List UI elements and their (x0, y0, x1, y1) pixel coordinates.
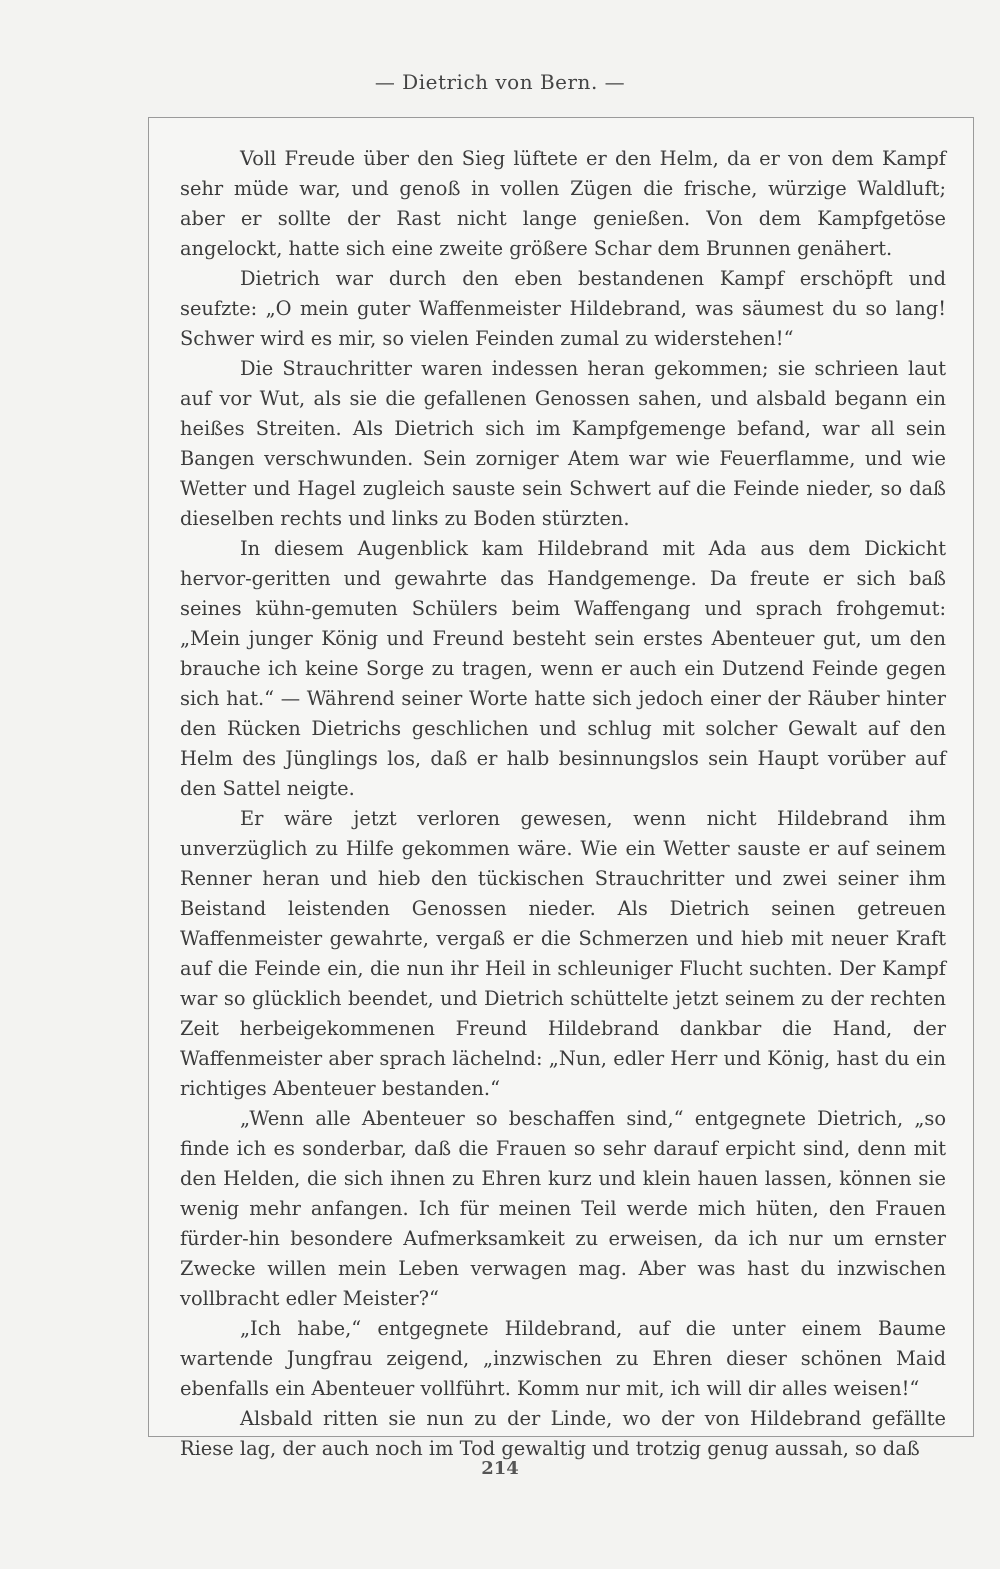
paragraph: Alsbald ritten sie nun zu der Linde, wo der von Hildebrand gefällte Riese lag, der auch noch im Tod gewaltig und trotzig genug aussah, so daß (180, 1407, 946, 1460)
paragraph: Er wäre jetzt verloren gewesen, wenn nicht Hildebrand ihm unverzüglich zu Hilfe gekommen wäre. Wie ein Wetter sauste er auf seinem Renner heran und hieb den tückischen Strauchritter und zwei seiner ihm Beistand leistenden Genossen nieder. Als Dietrich seinen getreuen Waffenmeister gewahrte, vergaß er die Schmerzen und hieb mit neuer Kraft auf die Feinde ein, die nun ihr Heil in schleuniger Flucht suchten. Der Kampf war so glücklich beendet, und Dietrich schüttelte jetzt seinem zu der rechten Zeit herbeigekommenen Freund Hildebrand dankbar die Hand, der Waffenmeister aber sprach lächelnd: „Nun, edler Herr und König, hast du ein richtiges Abenteuer bestanden.“ (180, 807, 946, 1100)
body-text (180, 144, 946, 1464)
paragraph: Die Strauchritter waren indessen heran gekommen; sie schrieen laut auf vor Wut, als sie die gefallenen Genossen sahen, und alsbald begann ein heißes Streiten. Als Dietrich sich im Kampfgemenge befand, war all sein Bangen verschwunden. Sein zorniger Atem war wie Feuerflamme, und wie Wetter und Hagel zugleich sauste sein Schwert auf die Feinde nieder, so daß dieselben rechts und links zu Boden stürzten. (180, 357, 946, 530)
page-number: 214 (481, 1458, 519, 1479)
paragraph: In diesem Augenblick kam Hildebrand mit Ada aus dem Dickicht hervor-geritten und gewahrte das Handgemenge. Da freute er sich baß seines kühn-gemuten Schülers beim Waffengang und sprach frohgemut: „Mein junger König und Freund besteht sein erstes Abenteuer gut, um den brauche ich keine Sorge zu tragen, wenn er auch ein Dutzend Feinde gegen sich hat.“ — Während seiner Worte hatte sich jedoch einer der Räuber hinter den Rücken Dietrichs geschlichen und schlug mit solcher Gewalt auf den Helm des Jünglings los, daß er halb besinnungslos sein Haupt vorüber auf den Sattel neigte. (180, 537, 946, 800)
paragraph: Voll Freude über den Sieg lüftete er den Helm, da er von dem Kampf sehr müde war, und genoß in vollen Zügen die frische, würzige Waldluft; aber er sollte der Rast nicht lange genießen. Von dem Kampfgetöse angelockt, hatte sich eine zweite größere Schar dem Brunnen genähert. (180, 147, 946, 260)
paragraph: Dietrich war durch den eben bestandenen Kampf erschöpft und seufzte: „O mein guter Waffenmeister Hildebrand, was säumest du so lang! Schwer wird es mir, so vielen Feinden zumal zu widerstehen!“ (180, 267, 946, 350)
running-head: — Dietrich von Bern. — (374, 70, 626, 94)
paragraph: „Ich habe,“ entgegnete Hildebrand, auf die unter einem Baume wartende Jungfrau zeigend, „inzwischen zu Ehren dieser schönen Maid ebenfalls ein Abenteuer vollführt. Komm nur mit, ich will dir alles weisen!“ (180, 1317, 946, 1400)
paragraph: „Wenn alle Abenteuer so beschaffen sind,“ entgegnete Dietrich, „so finde ich es sonderbar, daß die Frauen so sehr darauf erpicht sind, denn mit den Helden, die sich ihnen zu Ehren kurz und klein hauen lassen, können sie wenig mehr anfangen. Ich für meinen Teil werde mich hüten, den Frauen fürder-hin besondere Aufmerksamkeit zu erweisen, da ich nur um ernster Zwecke willen mein Leben verwagen mag. Aber was hast du inzwischen vollbracht edler Meister?“ (180, 1107, 946, 1310)
